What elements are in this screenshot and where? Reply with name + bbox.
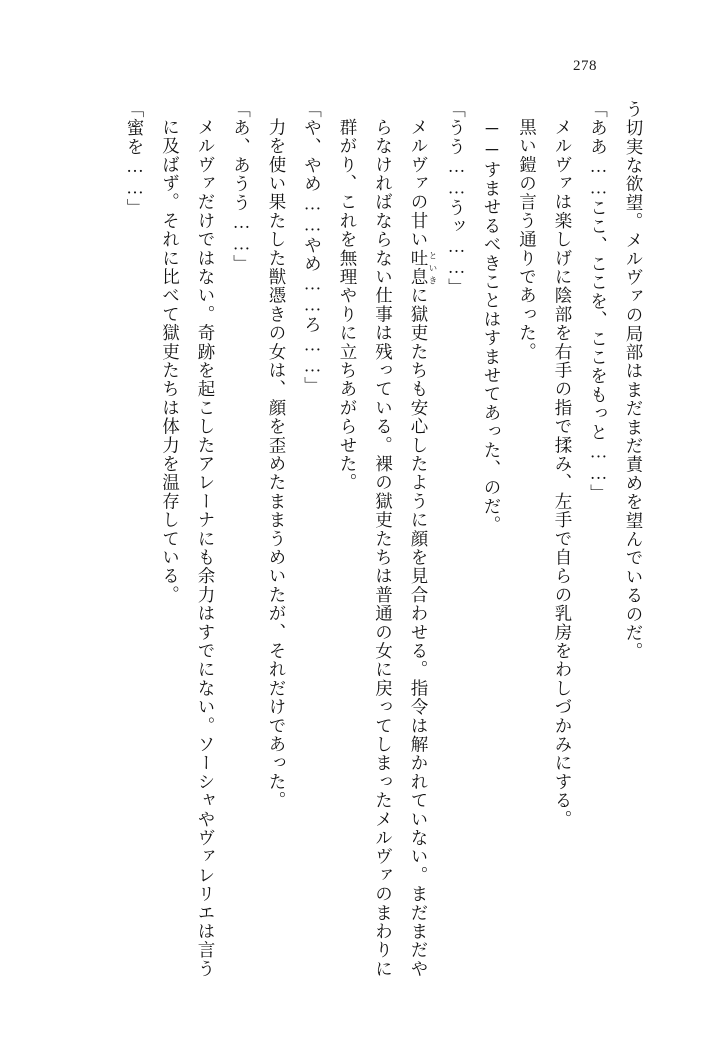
paragraph-with-ruby [330,100,439,980]
paragraph: う切実な欲望。メルヴァの局部はまだまだ責めを望んでいるのだ。 [624,100,644,661]
paragraph: ──すませるべきことはすませてあった、のだ。 [482,118,502,535]
page-number: 278 [573,58,597,74]
paragraph: 「うう……うッ……」 [446,100,467,297]
paragraph: 「蜜を……」 [125,100,145,218]
ruby-base: 吐息 [409,248,429,287]
body-text-column [51,100,651,980]
paragraph-lead: メルヴァの甘い [409,118,429,249]
paragraph: 「ああ……ここ、ここを、ここをもっと……」 [588,100,609,503]
ruby-annotation [409,248,438,287]
paragraph: 「や、やめ……やめ……ろ……」 [302,100,323,396]
paragraph: 「あ、あうう……」 [231,100,252,274]
paragraph-tail: に獄吏たちも安心したように顔を見合わせる。指令は解かれていない。まだまだやらなければならない仕事は残っている。裸の獄吏たちは普通の女に戻ってしまったメルヴァのまわりに群がり、これを無理やりに立ちあがらせた。 [338,118,429,979]
paragraph: 力を使い果たした獣憑きの女は、顔を歪めたままうめいたが、それだけであった。 [267,118,287,810]
paragraph: メルヴァだけではない。奇跡を起こしたアレーナにも余力はすでにない。ソーシャやヴァレリエは言うに及ばず。それに比べて獄吏たちは体力を温存している。 [160,118,216,979]
ruby-text: といき [428,248,438,287]
paragraph: メルヴァは楽しげに陰部を右手の指で揉み、左手で自らの乳房をわしづかみにする。 [553,118,573,829]
paragraph: 黒い鎧の言う通りであった。 [517,118,538,362]
